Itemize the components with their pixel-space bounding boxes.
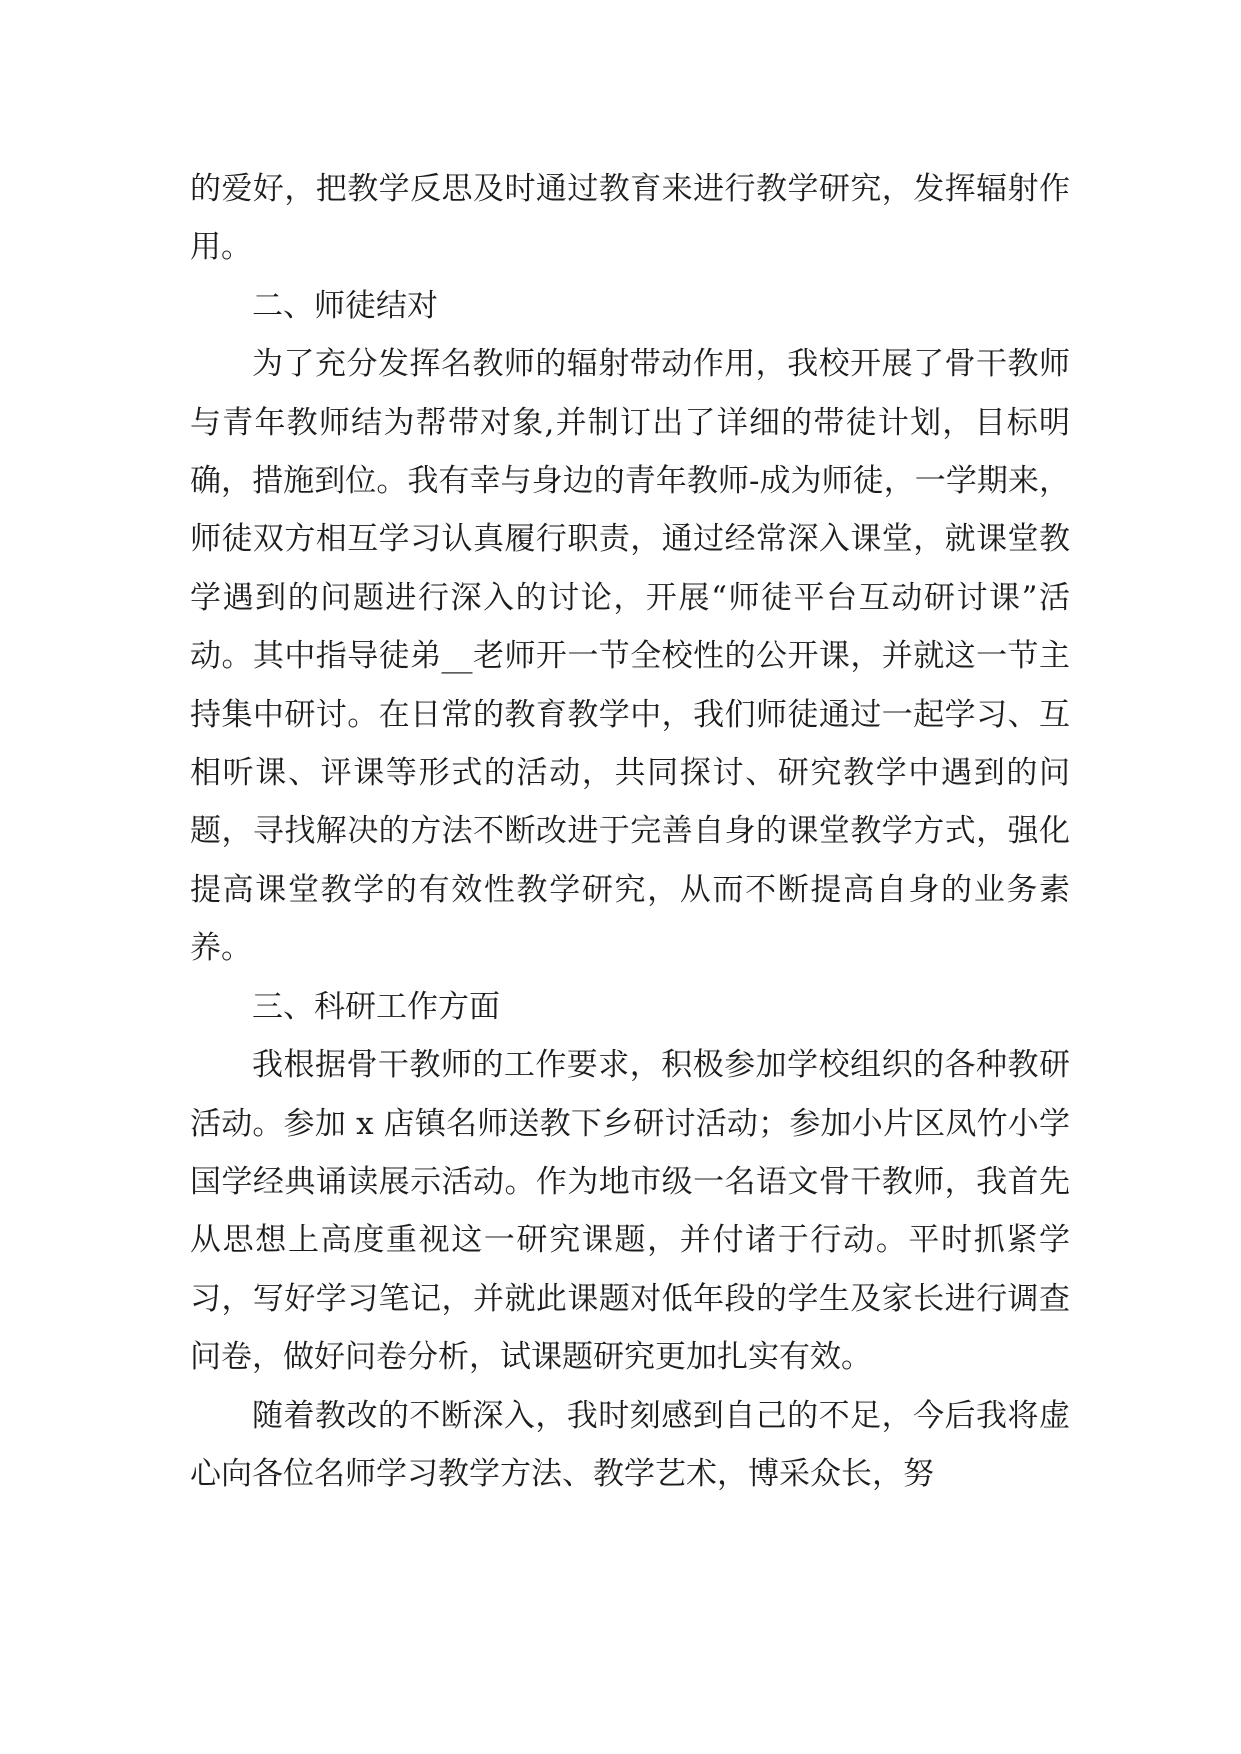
paragraph-mentorship: 为了充分发挥名教师的辐射带动作用，我校开展了骨干教师与青年教师结为帮带对象,并制订出了详细的带徒计划，目标明确，措施到位。我有幸与身边的青年教师-成为师徒，一学期来，师徒双方相互学习认真履行职责，通过经常深入课堂，就课堂教学遇到的问题进行深入的讨论，开展“师徒平台互动研讨课”活动。其中指导徒弟__老师开一节全校性的公开课，并就这一节主持集中研讨。在日常的教育教学中，我们师徒通过一起学习、互相听课、评课等形式的活动，共同探讨、研究教学中遇到的问题，寻找解决的方法不断改进于完善自身的课堂教学方式，强化提高课堂教学的有效性教学研究，从而不断提高自身的业务素养。 bbox=[190, 346, 1070, 967]
section-heading-research: 三、科研工作方面 bbox=[252, 988, 500, 1025]
document-body bbox=[190, 160, 1070, 1503]
paragraph-outlook: 随着教改的不断深入，我时刻感到自己的不足，今后我将虚心向各位名师学习教学方法、教学艺术，博采众长，努 bbox=[190, 1397, 1070, 1492]
paragraph-continuation: 的爱好，把教学反思及时通过教育来进行教学研究，发挥辐射作用。 bbox=[190, 171, 1070, 266]
paragraph-research: 我根据骨干教师的工作要求，积极参加学校组织的各种教研活动。参加 x 店镇名师送教下乡研讨活动；参加小片区凤竹小学国学经典诵读展示活动。作为地市级一名语文骨干教师，我首先从思想上高度重视这一研究课题，并付诸于行动。平时抓紧学习，写好学习笔记，并就此课题对低年段的学生及家长进行调查问卷，做好问卷分析，试课题研究更加扎实有效。 bbox=[190, 1047, 1070, 1376]
section-heading-mentorship: 二、师徒结对 bbox=[252, 287, 438, 324]
